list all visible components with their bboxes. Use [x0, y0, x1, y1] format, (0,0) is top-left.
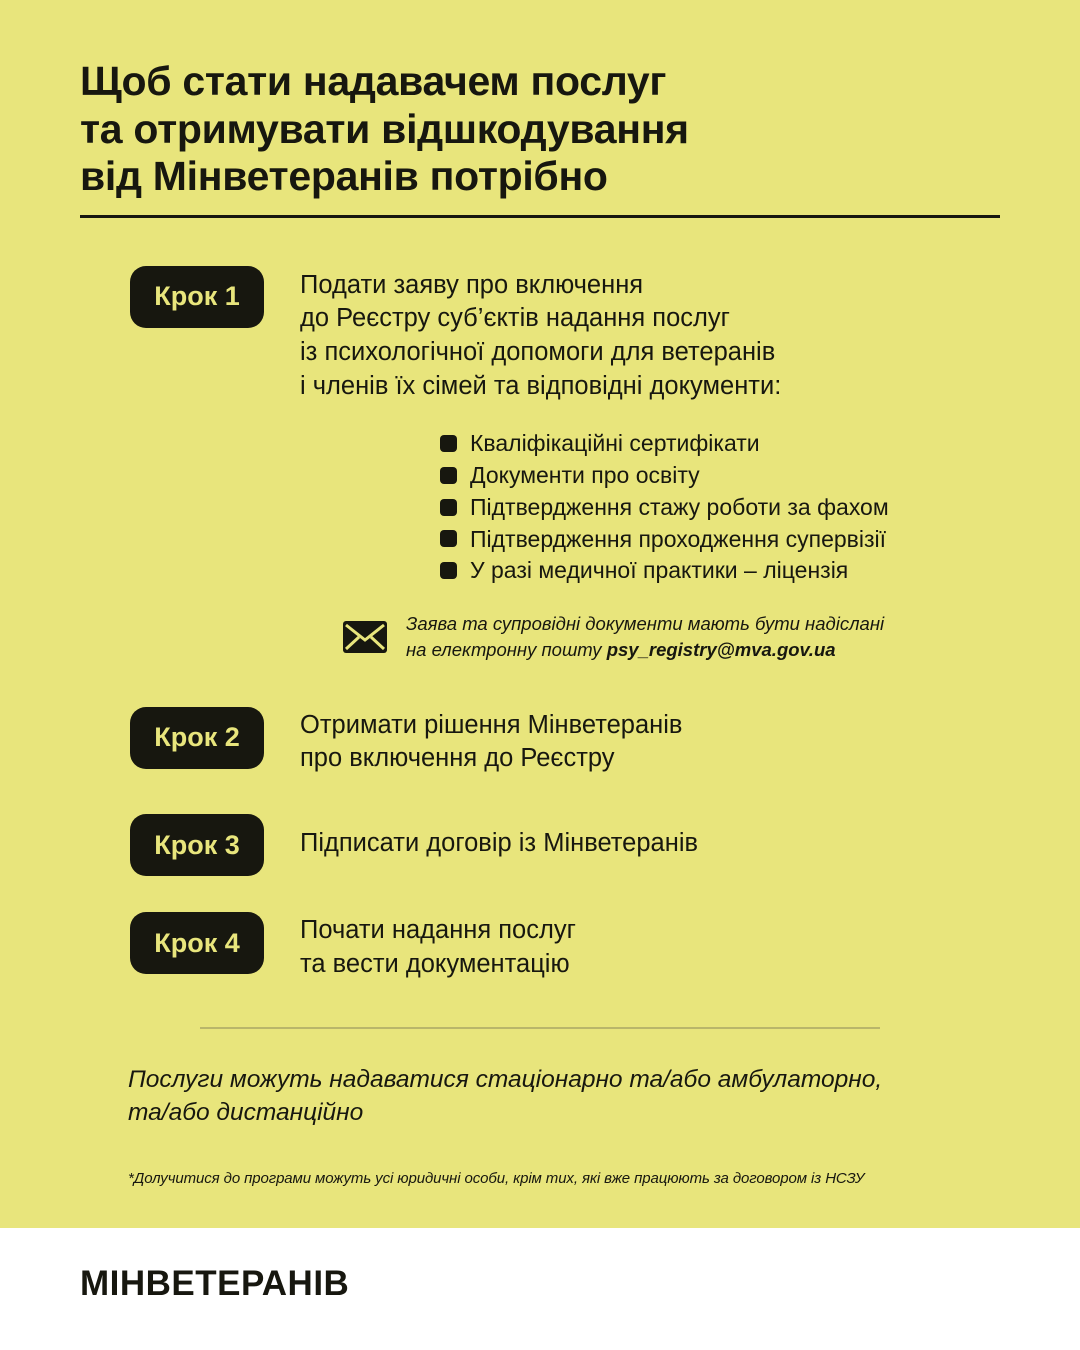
square-bullet-icon — [440, 499, 457, 516]
step-badge-1: Крок 1 — [130, 266, 264, 328]
step-text-4 — [300, 912, 576, 981]
email-address[interactable]: psy_registry@mva.gov.ua — [606, 638, 836, 660]
step-item-4 — [80, 912, 1000, 981]
page-title-line-2: та отримувати відшкодування — [80, 105, 689, 152]
list-item-label: У разі медичної практики – ліцензія — [470, 557, 849, 584]
ministry-logo: МІНВЕТЕРАНІВ — [80, 1264, 350, 1303]
step-text-1-line-4: і членів їх сімей та відповідні документи: — [300, 371, 782, 400]
step-text-1-line-1: Подати заяву про включення — [300, 270, 644, 299]
list-item-label: Кваліфікаційні сертифікати — [470, 430, 760, 457]
closing-note — [128, 1063, 1000, 1129]
document-requirements-list — [440, 429, 1000, 585]
page-title — [80, 58, 1000, 201]
page-title-line-1: Щоб стати надавачем послуг — [80, 58, 667, 104]
square-bullet-icon — [440, 562, 457, 579]
footnote: *Долучитися до програми можуть усі юридичні особи, крім тих, які вже працюють за договором із НСЗУ — [128, 1169, 865, 1187]
list-item — [440, 461, 1000, 490]
list-item — [440, 429, 1000, 458]
title-divider — [80, 215, 1000, 218]
page-title-line-3: від Мінветеранів потрібно — [80, 153, 608, 200]
step-text-2-line-2: про включення до Реєстру — [300, 744, 615, 773]
step-item-3 — [80, 814, 1000, 876]
square-bullet-icon — [440, 435, 457, 452]
footer-bar — [0, 1228, 1080, 1350]
step-text-2 — [300, 707, 682, 776]
square-bullet-icon — [440, 530, 457, 547]
step-text-4-line-1: Почати надання послуг — [300, 916, 576, 945]
square-bullet-icon — [440, 467, 457, 484]
email-note-line-2 — [406, 637, 884, 663]
envelope-icon — [342, 620, 388, 654]
step-item-2 — [80, 707, 1000, 776]
step-text-4-line-2: та вести документацію — [300, 949, 570, 978]
email-note-prefix: на електронну пошту — [406, 638, 607, 660]
step-text-2-line-1: Отримати рішення Мінветеранів — [300, 710, 683, 739]
closing-note-line-2: та/або дистанційно — [128, 1099, 364, 1127]
step-text-1 — [300, 266, 781, 404]
list-item — [440, 525, 1000, 554]
email-note-line-1: Заява та супровідні документи мають бути надіслані — [406, 613, 885, 635]
list-item — [440, 493, 1000, 522]
step-text-3-line-1: Підписати договір із Мінветеранів — [300, 829, 699, 858]
step-text-1-line-2: до Реєстру суб’єктів надання послуг — [300, 304, 730, 333]
list-item-label: Підтвердження стажу роботи за фахом — [470, 493, 889, 520]
list-item-label: Підтвердження проходження супервізії — [470, 525, 887, 552]
step-text-1-line-3: із психологічної допомоги для ветеранів — [300, 337, 776, 366]
step-badge-4: Крок 4 — [130, 912, 264, 974]
list-item — [440, 556, 1000, 585]
section-divider — [200, 1027, 880, 1029]
email-note — [342, 611, 1000, 663]
steps-list — [80, 266, 1000, 982]
step-text-3 — [300, 814, 698, 861]
email-note-text — [406, 611, 884, 663]
closing-note-line-1: Послуги можуть надаватися стаціонарно та/або амбулаторно, — [128, 1066, 883, 1094]
step-badge-2: Крок 2 — [130, 707, 264, 769]
step-badge-3: Крок 3 — [130, 814, 264, 876]
list-item-label: Документи про освіту — [470, 462, 700, 489]
step-item-1 — [80, 266, 1000, 404]
